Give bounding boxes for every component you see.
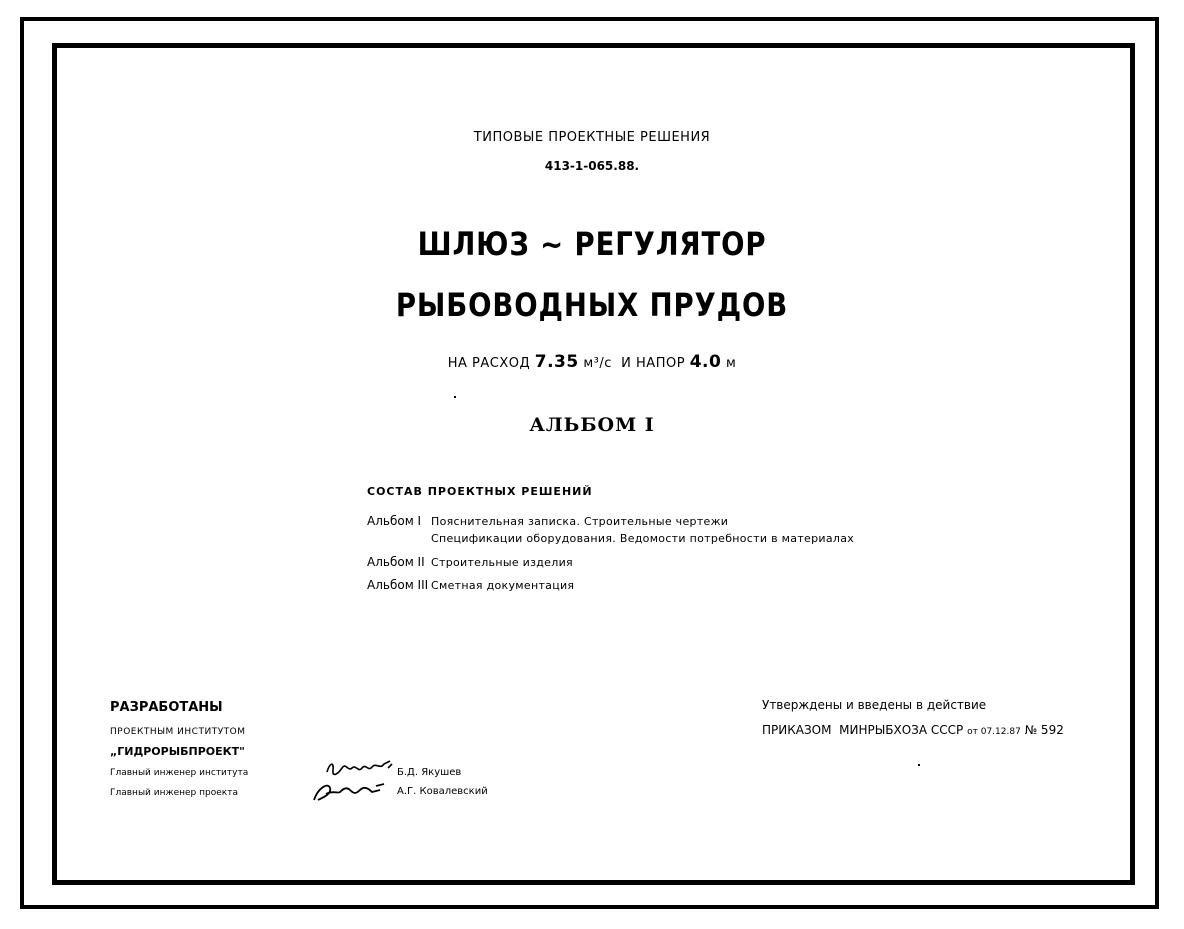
order-date: от 07.12.87 (967, 727, 1021, 737)
speck-mark-2 (918, 764, 920, 766)
series-number: 413-1-065.88. (544, 159, 640, 173)
order-number: № 592 (1024, 723, 1064, 737)
speck-mark (454, 396, 456, 398)
album-2-label: Альбом II (367, 555, 425, 569)
album-1-label: Альбом I (367, 514, 422, 528)
signature-1 (324, 758, 394, 778)
capacity-connector: И НАПОР (621, 356, 686, 371)
head-value: 4.0 (689, 352, 722, 372)
main-title-line-1: ШЛЮЗ ~ РЕГУЛЯТОР (417, 225, 767, 263)
capacity-prefix: НА РАСХОД (447, 356, 531, 371)
chief-engineer-project-role: Главный инженер проекта (110, 788, 238, 798)
album-title: АЛЬБОМ I (529, 414, 655, 436)
flow-unit: м³/с (583, 356, 612, 371)
signature-2 (310, 780, 390, 804)
composition-heading: СОСТАВ ПРОЕКТНЫХ РЕШЕНИЙ (367, 485, 593, 498)
developer-organization: „ГИДРОРЫБПРОЕКТ" (110, 745, 245, 758)
chief-engineer-institute-name: Б.Д. Якушев (397, 767, 462, 778)
order-prefix: ПРИКАЗОМ (762, 723, 832, 737)
approved-heading: Утверждены и введены в действие (762, 698, 987, 712)
series-title: ТИПОВЫЕ ПРОЕКТНЫЕ РЕШЕНИЯ (473, 130, 711, 145)
head-unit: м (725, 356, 737, 371)
flow-value: 7.35 (534, 352, 579, 372)
developed-heading: РАЗРАБОТАНЫ (110, 700, 223, 715)
album-2-description: Строительные изделия (431, 556, 573, 569)
approval-order (762, 723, 1064, 737)
developed-by: ПРОЕКТНЫМ ИНСТИТУТОМ (110, 727, 246, 737)
capacity-line (0, 352, 1184, 372)
main-title-line-2: РЫБОВОДНЫХ ПРУДОВ (395, 286, 789, 324)
album-1-description-2: Спецификации оборудования. Ведомости потребности в материалах (431, 532, 855, 545)
chief-engineer-project-name: А.Г. Ковалевский (397, 786, 488, 797)
album-3-description: Сметная документация (431, 579, 575, 592)
chief-engineer-institute-role: Главный инженер института (110, 768, 249, 778)
album-3-label: Альбом III (367, 578, 429, 592)
order-body: МИНРЫБХОЗА СССР (839, 723, 964, 737)
album-1-description: Пояснительная записка. Строительные чертежи (431, 515, 729, 528)
